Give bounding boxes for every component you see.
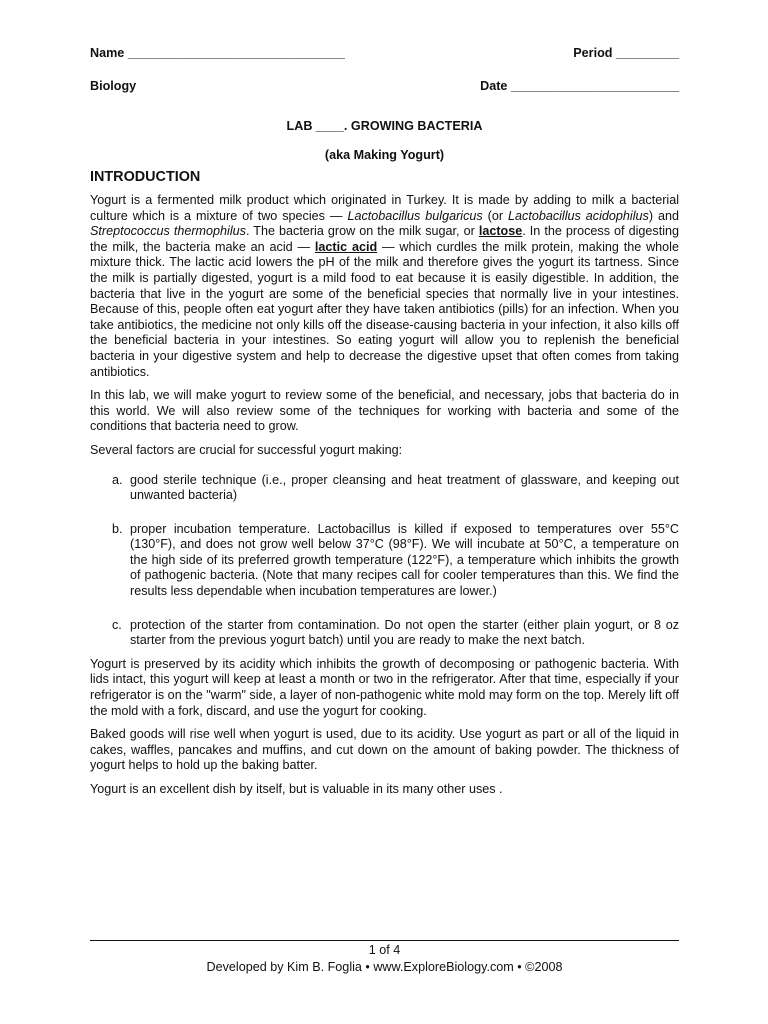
lab-title: LAB ____. GROWING BACTERIA [286,119,483,133]
subject-label: Biology [90,79,137,93]
species-name: Lactobacillus acidophilus [508,208,649,223]
list-item-text: good sterile technique (i.e., proper cleansing and heat treatment of glassware, and keeping out unwanted bacteria) [130,472,679,503]
paragraph-factors-intro: Several factors are crucial for successful yogurt making: [90,442,403,457]
list-item-text: proper incubation temperature. Lactobacillus is killed if exposed to temperatures over 55°C (130°F), and does not grow well below 37°C (98°F). We will incubate at 50°C, a temperature on the high side of its preferred growth temperature (122°F), a temperature which inhibits the growth of pathogenic bacteria. (Note that many recipes call for cooler temperatures than this. We find the results less dependable when incubation temperatures are lower.) [130,521,679,599]
period-field-label: Period _________ [573,46,679,60]
header-row-1 [90,46,679,62]
header-row-2 [90,79,679,95]
paragraph-baking: Baked goods will rise well when yogurt is used, due to its acidity. Use yogurt as part or all of the liquid in cakes, waffles, pancakes and muffins, and cut down on the amount of baking powder. The thickness of yogurt helps to hold up the baking batter. [90,727,679,773]
species-name: Lactobacillus bulgaricus [347,208,483,223]
footer-divider [90,940,679,941]
page-number: 1 of 4 [368,943,401,957]
text-span: (or [482,208,509,223]
text-span: . In the process of digesting the milk, the bacteria make an acid — [90,224,679,254]
list-marker: b. [112,521,123,536]
section-heading: INTRODUCTION [90,169,201,185]
date-field-label: Date ________________________ [480,79,679,93]
list-item [90,473,679,504]
paragraph-closing: Yogurt is an excellent dish by itself, but is valuable in its many other uses . [90,782,503,796]
species-name: Streptococcus thermophilus [90,224,246,239]
list-marker: a. [112,472,123,487]
paragraph-lab-purpose: In this lab, we will make yogurt to review some of the beneficial, and necessary, jobs that bacteria do in this world. We will also review some of the techniques for working with bacteria and some of the conditions that bacteria need to grow. [90,388,679,434]
list-item [90,618,679,649]
list-marker: c. [112,617,122,632]
paragraph-intro [90,193,679,380]
text-span: ) and [648,208,679,223]
document-body [90,193,679,806]
name-field-label: Name _______________________________ [90,46,345,60]
lab-subtitle: (aka Making Yogurt) [324,148,445,162]
factors-list [90,473,679,649]
list-item [90,522,679,600]
footer-credit: Developed by Kim B. Foglia • www.ExploreBiology.com • ©2008 [206,960,563,974]
list-item-text: protection of the starter from contamination. Do not open the starter (either plain yogurt, or 8 oz starter from the previous yogurt batch) until you are ready to make the next batch. [130,617,679,648]
term-lactic-acid: lactic acid [314,239,378,254]
term-lactose: lactose [478,224,523,239]
text-span: Yogurt is a fermented milk product which originated in Turkey. It is made by adding to milk a bacterial culture which is a mixture of two species — [90,193,679,223]
paragraph-preservation: Yogurt is preserved by its acidity which inhibits the growth of decomposing or pathogenic bacteria. With lids intact, this yogurt will keep at least a month or two in the refrigerator. After that time, especially if your refrigerator is on the "warm" side, a layer of non-pathogenic white mold may form on the top. Merely lift off the mold with a fork, discard, and use the yogurt for cooking. [90,656,679,718]
text-span: — which curdles the milk protein, making the whole mixture thick. The lactic acid lowers the pH of the milk and therefore gives the yogurt its tartness. Since the milk is partially digested, yogurt is a mild food to eat because it is easily digestible. In addition, the bacteria that live in the yogurt are some of the beneficial species that normally live in your intestines. Because of this, people often eat yogurt after they have taken antibiotics (pills) for an infection. When you take antibiotics, the medicine not only kills off the disease-causing bacteria in your infection, it also kills off the beneficial bacteria in your intestines. So eating yogurt will allow you to replenish the beneficial bacteria in your digestive system and help to decrease the digestive upset that often comes from taking antibiotics. [90,239,679,379]
text-span: . The bacteria grow on the milk sugar, or [245,224,479,239]
